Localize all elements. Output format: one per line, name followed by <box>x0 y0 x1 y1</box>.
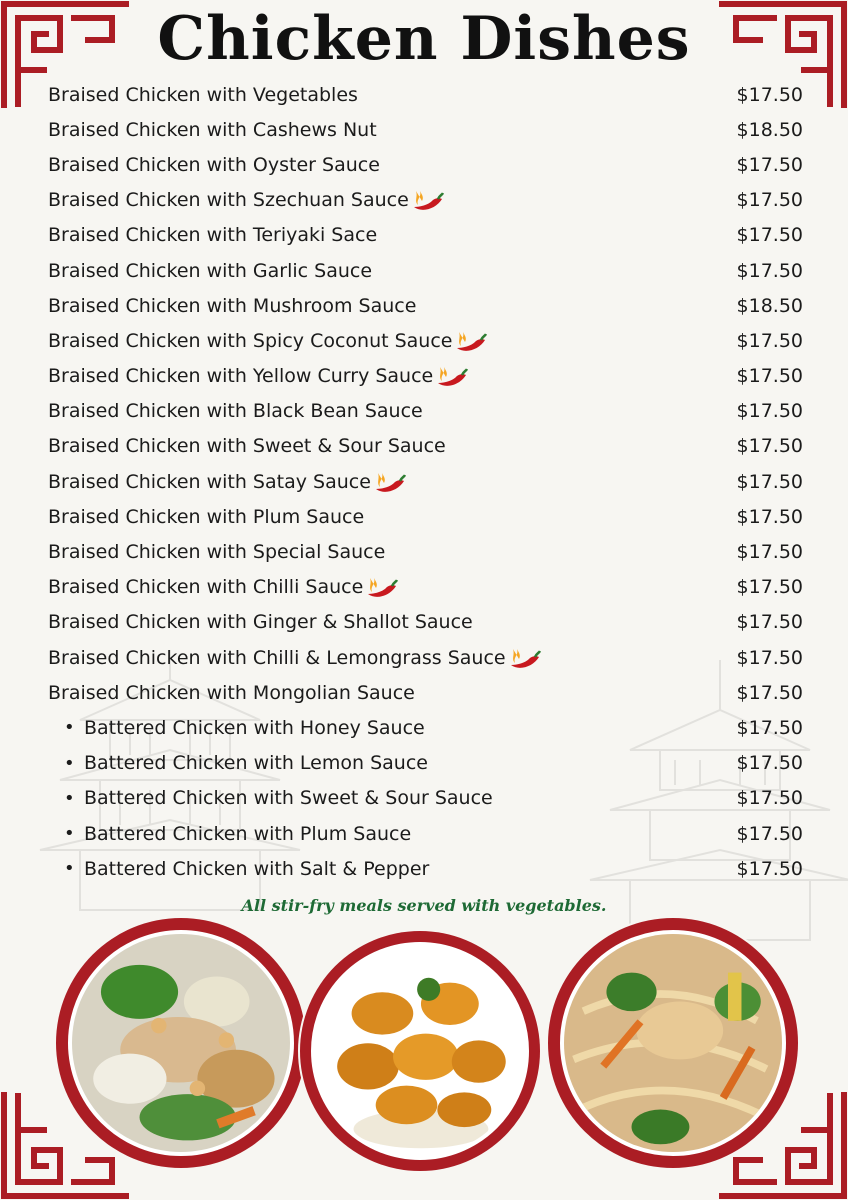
dish-photo-honey-chicken <box>300 931 540 1171</box>
dish-photo-chicken-noodles <box>548 918 798 1168</box>
menu-item <box>48 675 803 710</box>
menu-item-price: $17.50 <box>736 646 803 669</box>
menu-item-name <box>48 823 411 845</box>
menu-item <box>48 147 803 182</box>
menu-item-name <box>48 469 406 495</box>
serving-note: All stir-fry meals served with vegetables. <box>241 896 607 915</box>
bullet-icon: • <box>64 717 75 739</box>
menu-item-label: Battered Chicken with Honey Sauce <box>84 716 425 739</box>
menu-item-name <box>48 752 428 774</box>
menu-item-label: Braised Chicken with Mushroom Sauce <box>48 294 417 317</box>
menu-item-price: $17.50 <box>736 541 803 564</box>
menu-item-name <box>48 645 541 671</box>
menu-item <box>48 77 803 112</box>
menu-item <box>48 253 803 288</box>
menu-item <box>48 534 803 569</box>
menu-item-name <box>48 858 429 880</box>
menu-item-label: Braised Chicken with Vegetables <box>48 83 358 106</box>
chili-fire-icon <box>453 328 487 354</box>
menu-item <box>48 499 803 534</box>
menu-item-price: $17.50 <box>736 153 803 176</box>
menu-item-price: $17.50 <box>736 435 803 458</box>
menu-list <box>48 77 803 886</box>
menu-item <box>48 781 803 816</box>
menu-item-name <box>48 541 385 563</box>
menu-item-label: Battered Chicken with Lemon Sauce <box>84 752 428 775</box>
menu-item-price: $17.50 <box>736 83 803 106</box>
menu-item-price: $17.50 <box>736 329 803 352</box>
menu-item <box>48 112 803 147</box>
menu-item-name <box>48 363 468 389</box>
menu-item <box>48 359 803 394</box>
menu-item-price: $17.50 <box>736 400 803 423</box>
menu-item-label: Braised Chicken with Special Sauce <box>48 541 386 564</box>
menu-item-price: $17.50 <box>736 787 803 810</box>
menu-item-label: Braised Chicken with Garlic Sauce <box>48 259 373 282</box>
menu-item-label: Braised Chicken with Oyster Sauce <box>48 153 380 176</box>
menu-item-name <box>48 328 487 354</box>
menu-item <box>48 394 803 429</box>
menu-item-price: $18.50 <box>736 118 803 141</box>
menu-item-name <box>48 787 493 809</box>
menu-item-price: $17.50 <box>736 224 803 247</box>
menu-item <box>48 323 803 358</box>
menu-item <box>48 746 803 781</box>
menu-item-name <box>48 574 398 600</box>
menu-item-price: $17.50 <box>736 611 803 634</box>
menu-item-name <box>48 119 377 141</box>
page-title: Chicken Dishes <box>157 4 691 74</box>
menu-item-label: Braised Chicken with Teriyaki Sace <box>48 224 378 247</box>
menu-item-name <box>48 400 423 422</box>
menu-item-label: Braised Chicken with Plum Sauce <box>48 505 365 528</box>
menu-item-name <box>48 187 444 213</box>
menu-item-name <box>48 224 377 246</box>
menu-item-label: Braised Chicken with Mongolian Sauce <box>48 681 415 704</box>
chili-fire-icon <box>364 574 398 600</box>
menu-item <box>48 464 803 499</box>
menu-item-price: $17.50 <box>736 505 803 528</box>
menu-item-label: Braised Chicken with Szechuan Sauce <box>48 189 409 212</box>
menu-item-label: Braised Chicken with Chilli Sauce <box>48 576 364 599</box>
menu-item-name <box>48 154 380 176</box>
bullet-icon: • <box>64 787 75 809</box>
menu-item-label: Braised Chicken with Sweet & Sour Sauce <box>48 435 446 458</box>
menu-item <box>48 816 803 851</box>
menu-item-label: Braised Chicken with Satay Sauce <box>48 470 371 493</box>
menu-item-name <box>48 506 364 528</box>
menu-item-price: $17.50 <box>736 716 803 739</box>
menu-item <box>48 183 803 218</box>
dish-photo-cashew-chicken <box>56 918 306 1168</box>
menu-item <box>48 218 803 253</box>
chili-fire-icon <box>410 187 444 213</box>
menu-item-price: $17.50 <box>736 470 803 493</box>
menu-item-price: $17.50 <box>736 259 803 282</box>
menu-item-name <box>48 295 416 317</box>
menu-item-price: $17.50 <box>736 681 803 704</box>
menu-item <box>48 288 803 323</box>
bullet-icon: • <box>64 823 75 845</box>
menu-item-price: $17.50 <box>736 365 803 388</box>
menu-item-label: Battered Chicken with Salt & Pepper <box>84 857 430 880</box>
menu-item <box>48 605 803 640</box>
menu-item-label: Braised Chicken with Chilli & Lemongrass Sauce <box>48 646 506 669</box>
menu-item-price: $17.50 <box>736 752 803 775</box>
menu-item-label: Braised Chicken with Yellow Curry Sauce <box>48 365 434 388</box>
chili-fire-icon <box>434 363 468 389</box>
chili-fire-icon <box>507 645 541 671</box>
menu-item-price: $17.50 <box>736 857 803 880</box>
menu-item-name <box>48 260 372 282</box>
menu-item-label: Battered Chicken with Plum Sauce <box>84 822 412 845</box>
menu-item-name <box>48 611 473 633</box>
menu-item-label: Braised Chicken with Black Bean Sauce <box>48 400 423 423</box>
menu-item-label: Battered Chicken with Sweet & Sour Sauce <box>84 787 493 810</box>
menu-item-name <box>48 435 446 457</box>
menu-item <box>48 710 803 745</box>
menu-item <box>48 640 803 675</box>
menu-item <box>48 851 803 886</box>
menu-item-label: Braised Chicken with Spicy Coconut Sauce <box>48 329 453 352</box>
menu-item-label: Braised Chicken with Ginger & Shallot Sauce <box>48 611 473 634</box>
menu-item-label: Braised Chicken with Cashews Nut <box>48 118 377 141</box>
menu-item-price: $17.50 <box>736 189 803 212</box>
menu-item-name <box>48 682 415 704</box>
menu-item-price: $17.50 <box>736 576 803 599</box>
menu-item-name <box>48 84 358 106</box>
bullet-icon: • <box>64 858 75 880</box>
menu-item-name <box>48 717 425 739</box>
menu-item <box>48 570 803 605</box>
menu-item-price: $17.50 <box>736 822 803 845</box>
bullet-icon: • <box>64 752 75 774</box>
menu-item <box>48 429 803 464</box>
chili-fire-icon <box>372 469 406 495</box>
menu-item-price: $18.50 <box>736 294 803 317</box>
